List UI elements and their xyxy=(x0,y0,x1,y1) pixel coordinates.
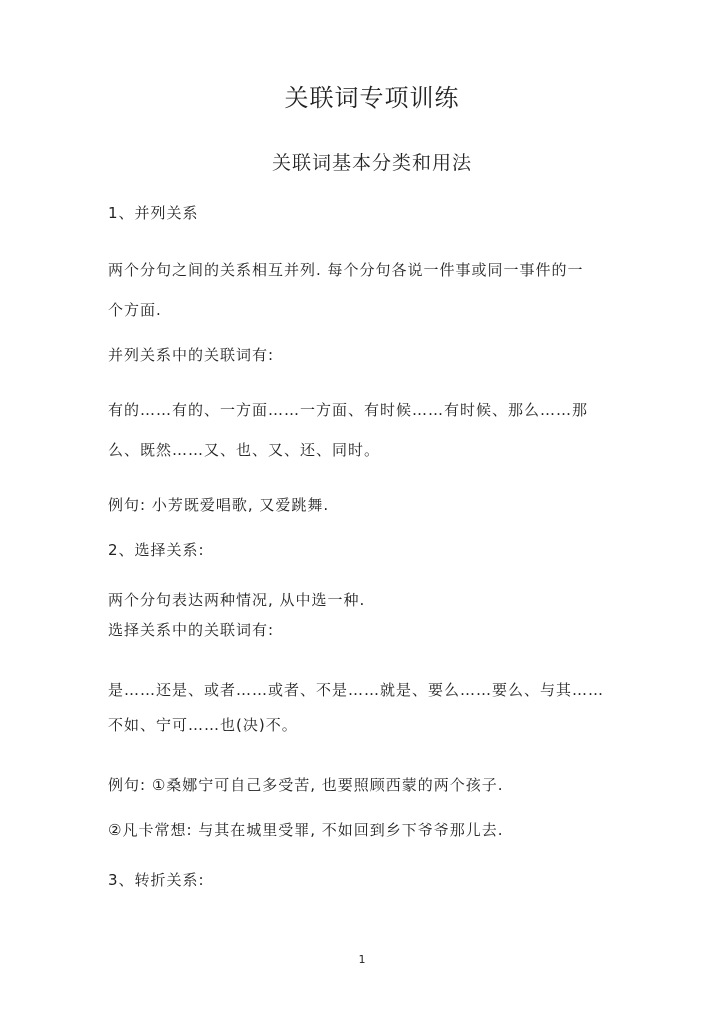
section-heading-choice: 2、选择关系: xyxy=(108,541,205,559)
paragraph-line: 个方面. xyxy=(108,301,162,319)
paragraph-line: 是……还是、或者……或者、不是……就是、要么……要么、与其…… xyxy=(108,681,605,699)
paragraph-line: 有的……有的、一方面……一方面、有时候……有时候、那么……那 xyxy=(108,401,589,419)
paragraph-line: 选择关系中的关联词有: xyxy=(108,621,275,639)
paragraph-line: 两个分句之间的关系相互并列. 每个分句各说一件事或同一事件的一 xyxy=(108,261,584,279)
paragraph-line: 么、既然……又、也、又、还、同时。 xyxy=(108,441,381,459)
example-sentence: 例句: 小芳既爱唱歌, 又爱跳舞. xyxy=(108,496,330,514)
example-sentence: 例句: ①桑娜宁可自己多受苦, 也要照顾西蒙的两个孩子. xyxy=(108,776,504,794)
example-sentence: ②凡卡常想: 与其在城里受罪, 不如回到乡下爷爷那儿去. xyxy=(108,821,504,839)
paragraph-line: 两个分句表达两种情况, 从中选一种. xyxy=(108,591,366,609)
section-heading-contrast: 3、转折关系: xyxy=(108,871,205,889)
paragraph-line: 并列关系中的关联词有: xyxy=(108,346,275,364)
paragraph-line: 不如、宁可……也(决)不。 xyxy=(108,716,298,734)
page-number: 1 xyxy=(358,953,366,966)
document-title: 关联词专项训练 xyxy=(284,84,460,112)
section-heading-parallel: 1、并列关系 xyxy=(108,204,199,222)
document-subtitle: 关联词基本分类和用法 xyxy=(271,152,472,174)
